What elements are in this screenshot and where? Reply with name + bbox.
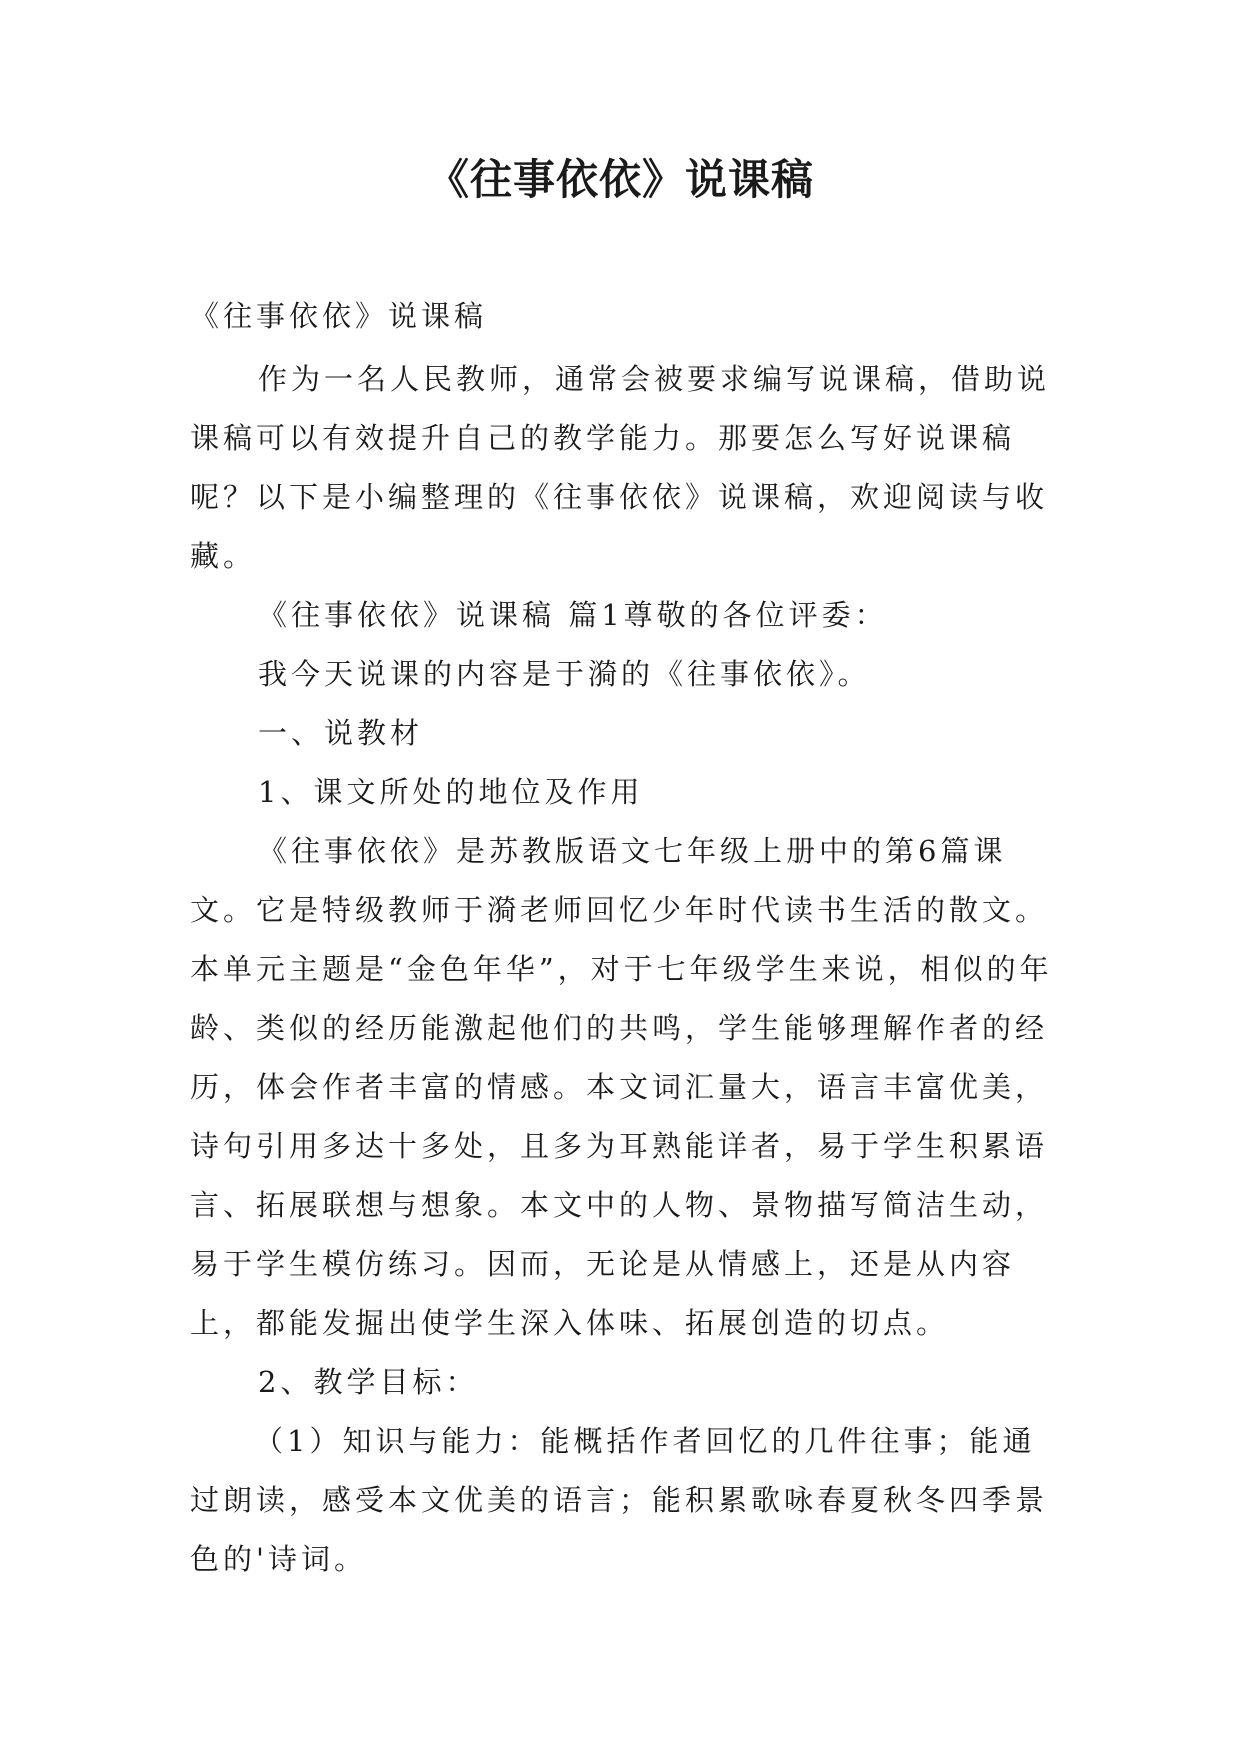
paragraph-subtitle: 《往事依依》说课稿: [190, 299, 488, 333]
heading-subsection-1: 1、课文所处的地位及作用: [258, 775, 644, 809]
document-body: [190, 287, 1058, 1589]
document-title: 《往事依依》说课稿: [426, 155, 814, 204]
heading-subsection-2: 2、教学目标：: [258, 1365, 479, 1399]
paragraph-objective-1: （1）知识与能力：能概括作者回忆的几件往事；能通过朗读，感受本文优美的语言；能积累歌咏春夏秋冬四季景色的'诗词。: [190, 1424, 1049, 1576]
heading-section-1: 一、说教材: [258, 716, 424, 750]
paragraph-intro: 作为一名人民教师，通常会被要求编写说课稿，借助说课稿可以有效提升自己的教学能力。那要怎么写好说课稿呢？以下是小编整理的《往事依依》说课稿，欢迎阅读与收藏。: [190, 362, 1051, 573]
paragraph-text-position: 《往事依依》是苏教版语文七年级上册中的第6篇课文。它是特级教师于漪老师回忆少年时代读书生活的散文。本单元主题是“金色年华”，对于七年级学生来说，相似的年龄、类似的经历能激起他们的共鸣，学生能够理解作者的经历，体会作者丰富的情感。本文词汇量大，语言丰富优美，诗句引用多达十多处，且多为耳熟能详者，易于学生积累语言、拓展联想与想象。本文中的人物、景物描写简洁生动，易于学生模仿练习。因而，无论是从情感上，还是从内容上，都能发掘出使学生深入体味、拓展创造的切点。: [190, 834, 1053, 1340]
paragraph-topic: 我今天说课的内容是于漪的《往事依依》。: [258, 657, 871, 691]
paragraph-greeting: 《往事依依》说课稿 篇1尊敬的各位评委：: [258, 598, 888, 632]
